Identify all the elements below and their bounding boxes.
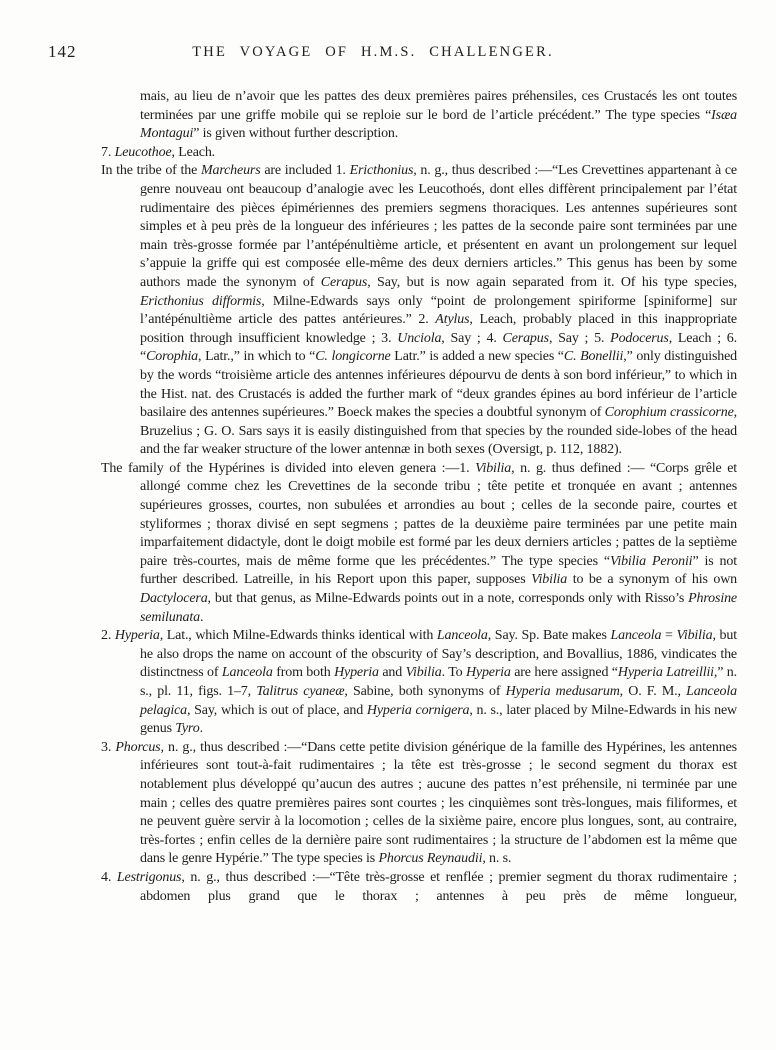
paragraph: 7. Leucothoe, Leach. [101, 144, 216, 160]
paragraph: mais, au lieu de n’avoir que les pattes des deux premières paires préhensiles, ces Crustacés les ont toutes terminées par une griffe mobile qui se reploie sur le bord de l’article précédent.” The type species “Isæa Montagui” is given without further description. [140, 89, 737, 142]
paragraph: The family of the Hypérines is divided into eleven genera :—1. Vibilia, n. g. thus defined :— “Corps grêle et allongé comme chez les Crevettines de la seconde tribu ; tête petite et tronquée en avant ; antennes supérieures grosses, courtes, non subulées et arrondies au bout ; celles de la seconde paire, courtes et styliformes ; thorax divisé en sept segmens ; pattes de la deuxième paire terminées par une petite main imparfaitement didactyle, dont le doigt mobile est formé par les deux derniers articles ; pattes de la septième paire très-courtes, mais de même forme que les précédentes.” The type species “Vibilia Peronii” is not further described. Latreille, in his Report upon this paper, supposes Vibilia to be a synonym of his own Dactylocera, but that genus, as Milne-Edwards points out in a note, corresponds only with Risso’s Phrosine semilunata. [101, 460, 738, 625]
running-title: THE VOYAGE OF H.M.S. CHALLENGER. [192, 44, 554, 60]
paragraph: 2. Hyperia, Lat., which Milne-Edwards thinks identical with Lanceola, Say. Sp. Bate makes Lanceola = Vibilia, but he also drops the name on account of the obscurity of Say’s description, and Bovallius, 1886, vindicates the distinctness of Lanceola from both Hyperia and Vibilia. To Hyperia are here assigned “Hyperia Latreillii,” n. s., pl. 11, figs. 1–7, Talitrus cyaneæ, Sabine, both synonyms of Hyperia medusarum, O. F. M., Lanceola pelagica, Say, which is out of place, and Hyperia cornigera, n. s., later placed by Milne-Edwards in his new genus Tyro. [101, 628, 738, 737]
paragraph: In the tribe of the Marcheurs are included 1. Ericthonius, n. g., thus described :—“Les Crevettines appartenant à ce genre nouveau ont beaucoup d’analogie avec les Leucothoés, dont elles diffèrent principalement par l’état rudimentaire des pièces épimériennes des premiers segmens thoraciques. Les antennes supérieures sont simples et à peu près de la longueur des inférieures ; les pattes de la seconde paire sont terminées par une main très-grosse formée par l’antépénultième article, et présentent en avant un prolongement sur lequel s’appuie la griffe qui est composée elle-même des deux derniers articles.” This genus has been by some authors made the synonym of Cerapus, Say, but is now again separated from it. Of his type species, Ericthonius difformis, Milne-Edwards says only “point de prolongement spiriforme [spiniforme] sur l’antépénultième article des pattes antérieures.” 2. Atylus, Leach, probably placed in this inappropriate position through insufficient knowledge ; 3. Unciola, Say ; 4. Cerapus, Say ; 5. Podocerus, Leach ; 6. “Corophia, Latr.,” in which to “C. longicorne Latr.” is added a new species “C. Bonellii,” only distinguished by the words “troisième article des antennes inférieures dépourvu de dents à son bord inférieur,” to which in the Hist. nat. des Crustacés is added the further mark of “deux grandes épines au bord inférieur de l’article basilaire des antennes supérieures.” Boeck makes the species a doubtful synonym of Corophium crassicorne, Bruzelius ; G. O. Sars says it is easily distinguished from that species by the rounded side-lobes of the head and the far weaker structure of the lower antennæ in both sexes (Oversigt, p. 112, 1882). [101, 163, 738, 458]
page-number: 142 [48, 42, 77, 61]
paragraph: 3. Phorcus, n. g., thus described :—“Dans cette petite division générique de la famille des Hypérines, les antennes inférieures sont tout-à-fait rudimentaires ; la tête est très-grosse ; le second segment du thorax est notablement plus développé qu’aucun des autres ; aucune des pattes n’est préhensile, ni terminée par une main ; celles des quatre premières paires sont courtes ; les cinquièmes sont très-longues, mais filiformes, et ne peuvent guère servir à la locomotion ; celles de la sixième paire, encore plus longues, sont, au contraire, très-fortes ; enfin celles de la dernière paire sont rudimentaires ; la structure de l’abdomen est la même que dans le genre Hypérie.” The type species is Phorcus Reynaudii, n. s. [101, 739, 737, 867]
page-body [101, 88, 737, 906]
paragraph: 4. Lestrigonus, n. g., thus described :—“Tête très-grosse et renflée ; premier segment du thorax rudimentaire ; abdomen plus grand que le thorax ; antennes à peu près de même longueur, [101, 869, 737, 904]
